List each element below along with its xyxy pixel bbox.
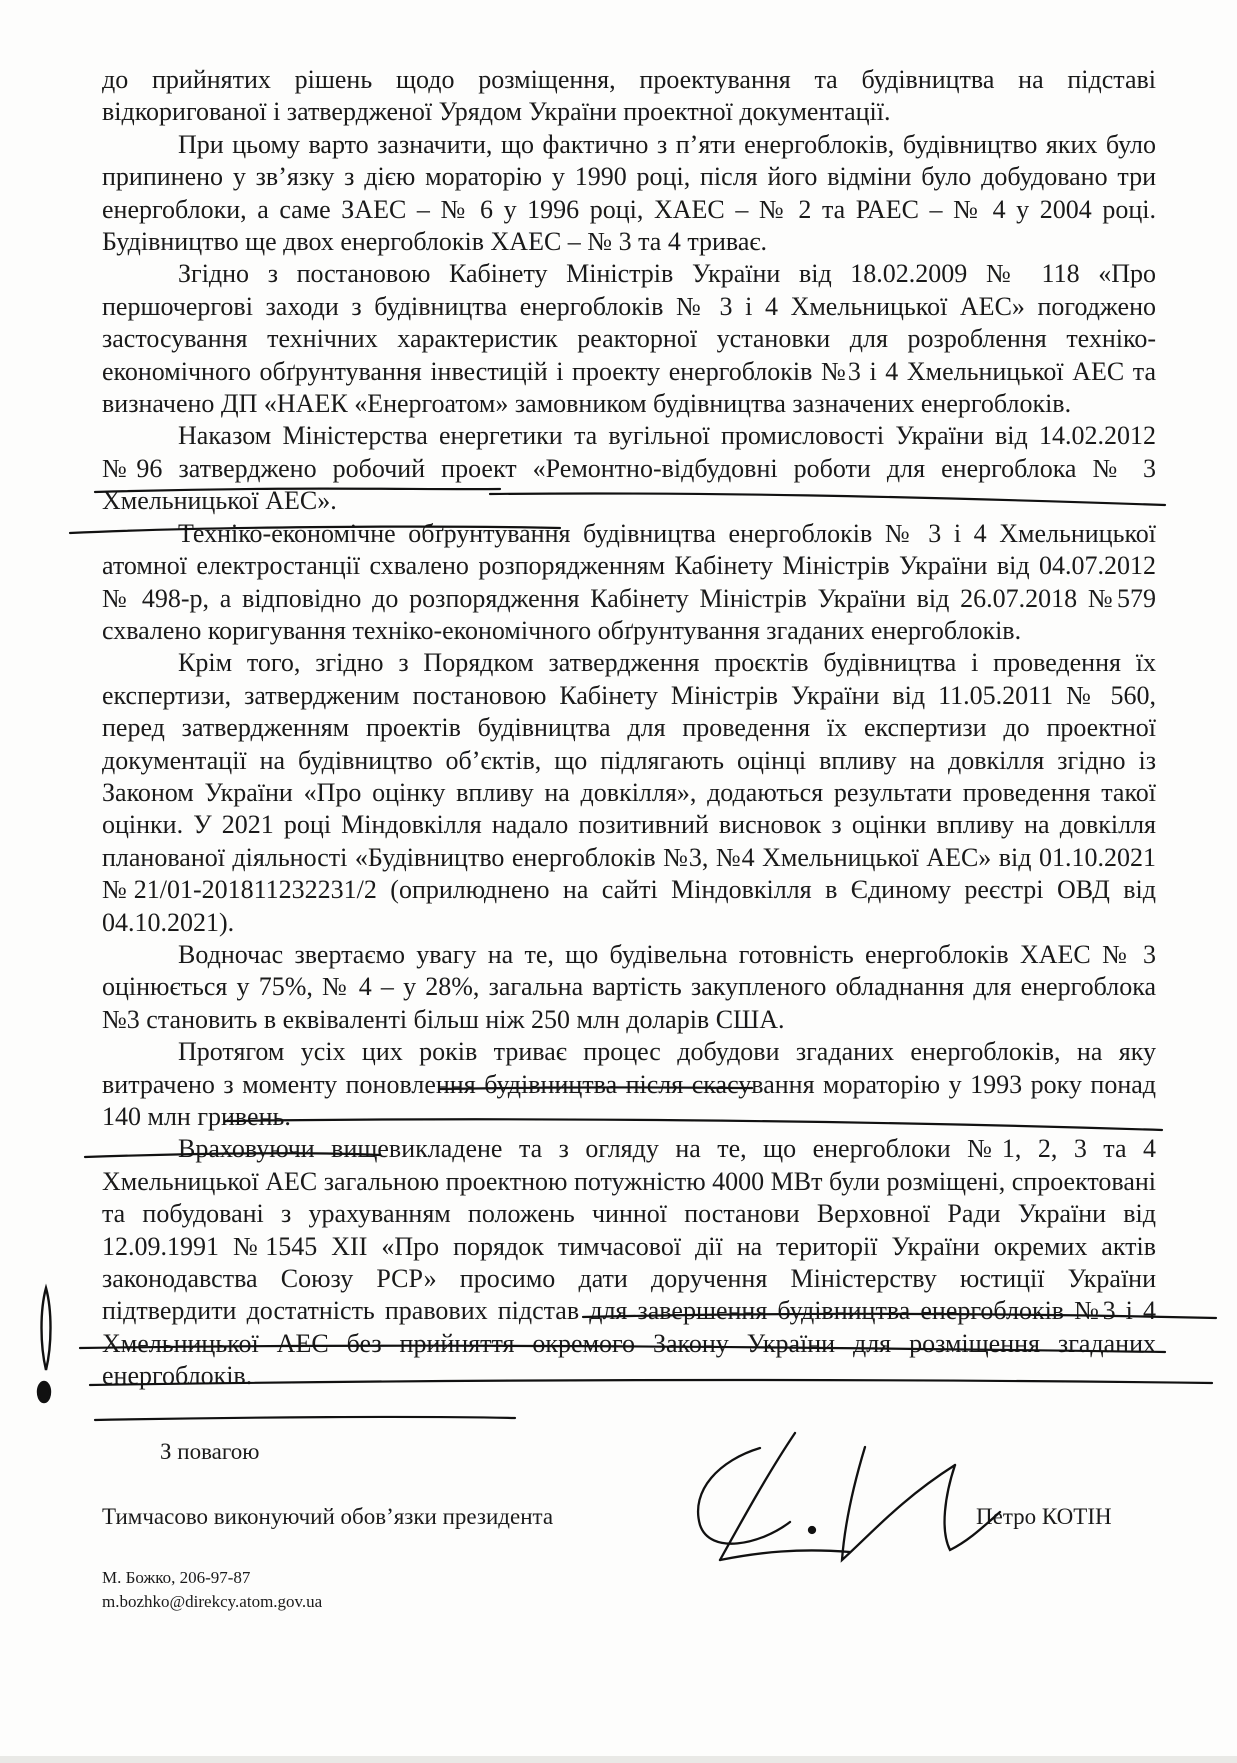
contact-block — [102, 1566, 322, 1614]
paragraph-9: Враховуючи вищевикладене та з огляду на те, що енергоблоки №1, 2, 3 та 4 Хмельницької АЕС загальною проектною потужністю 4000 МВт були розміщені, спроектовані та побудовані з урахуванням положень чинної постанови Верховної Ради України від 12.09.1991 №1545 XII «Про порядок тимчасової дії на території України окремих актів законодавства Союзу РСР» просимо дати доручення Міністерству юстиції України підтвердити достатність правових підстав для завершення будівництва енергоблоків №3 і 4 Хмельницької АЕС без прийняття окремого Закону України для розміщення згаданих енергоблоків. — [102, 1134, 1156, 1391]
handwritten-signature — [698, 1433, 1000, 1560]
paragraph-1: до прийнятих рішень щодо розміщення, проектування та будівництва на підставі відкоригованої і затвердженої Урядом України проектної документації. — [102, 65, 1156, 127]
paragraph-5: Техніко-економічне обґрунтування будівництва енергоблоків № 3 і 4 Хмельницької атомної електростанції схвалено розпорядженням Кабінету Міністрів України від 04.07.2012 № 498-р, а відповідно до розпорядження Кабінету Міністрів України від 26.07.2018 №579 схвалено коригування техніко-економічного обґрунтування згаданих енергоблоків. — [102, 518, 1156, 645]
paragraph-6: Крім того, згідно з Порядком затвердження проєктів будівництва і проведення їх експертизи, затвердженим постановою Кабінету Міністрів України від 11.05.2011 № 560, перед затвердженням проектів будівництва для проведення їх експертизи до проектної документації на будівництво об’єктів, що підлягають оцінці впливу на довкілля згідно із Законом України «Про оцінку впливу на довкілля», додаються результати проведення такої оцінки. У 2021 році Міндовкілля надало позитивний висновок з оцінки впливу на довкілля планованої діяльності «Будівництво енергоблоків №3, №4 Хмельницької АЕС» від 01.10.2021 №21/01-201811232231/2 (оприлюднено на сайті Міндовкілля в Єдиному реєстрі ОВД від 04.10.2021). — [102, 648, 1156, 937]
handwritten-underline — [95, 1417, 515, 1420]
scan-bottom-edge — [0, 1756, 1237, 1763]
paragraph-4: Наказом Міністерства енергетики та вугільної промисловості України від 14.02.2012 №96 затверджено робочий проект «Ремонтно-відбудовні роботи для енергоблока № 3 Хмельницької АЕС». — [102, 421, 1156, 516]
paragraph-8: Протягом усіх цих років триває процес добудови згаданих енергоблоків, на яку витрачено з моменту поновлення будівництва після скасування мораторію у 1993 року понад 140 млн гривень. — [102, 1037, 1156, 1131]
exclamation-mark-icon — [38, 1288, 51, 1402]
contact-email: m.bozhko@direkcy.atom.gov.ua — [102, 1592, 323, 1611]
closing-phrase: З повагою — [160, 1439, 260, 1464]
signer-name: Петро КОТІН — [976, 1504, 1112, 1529]
signer-position: Тимчасово виконуючий обов’язки президента — [102, 1504, 554, 1529]
paragraph-2: При цьому варто зазначити, що фактично з п’яти енергоблоків, будівництво яких було припинено у зв’язку з дією мораторію у 1990 році, після його відміни було добудовано три енергоблоки, а саме ЗАЕС – № 6 у 1996 році, ХАЕС – № 2 та РАЕС – № 4 у 2004 році. Будівництво ще двох енергоблоків ХАЕС – № 3 та 4 триває. — [102, 129, 1156, 257]
letter-body — [102, 64, 1156, 1393]
paragraph-7: Водночас звертаємо увагу на те, що будівельна готовність енергоблоків ХАЕС № 3 оцінюється у 75%, № 4 – у 28%, загальна вартість закупленого обладнання для енергоблока №3 становить в еквіваленті більш ніж 250 млн доларів США. — [102, 939, 1156, 1034]
paragraph-3: Згідно з постановою Кабінету Міністрів України від 18.02.2009 № 118 «Про першочергові заходи з будівництва енергоблоків № 3 і 4 Хмельницької АЕС» погоджено застосування технічних характеристик реакторної установки для розроблення техніко-економічного обґрунтування інвестицій і проекту енергоблоків №3 і 4 Хмельницької АЕС та визначено ДП «НАЕК «Енергоатом» замовником будівництва зазначених енергоблоків. — [102, 259, 1156, 419]
contact-name-phone: М. Божко, 206-97-87 — [102, 1568, 251, 1587]
